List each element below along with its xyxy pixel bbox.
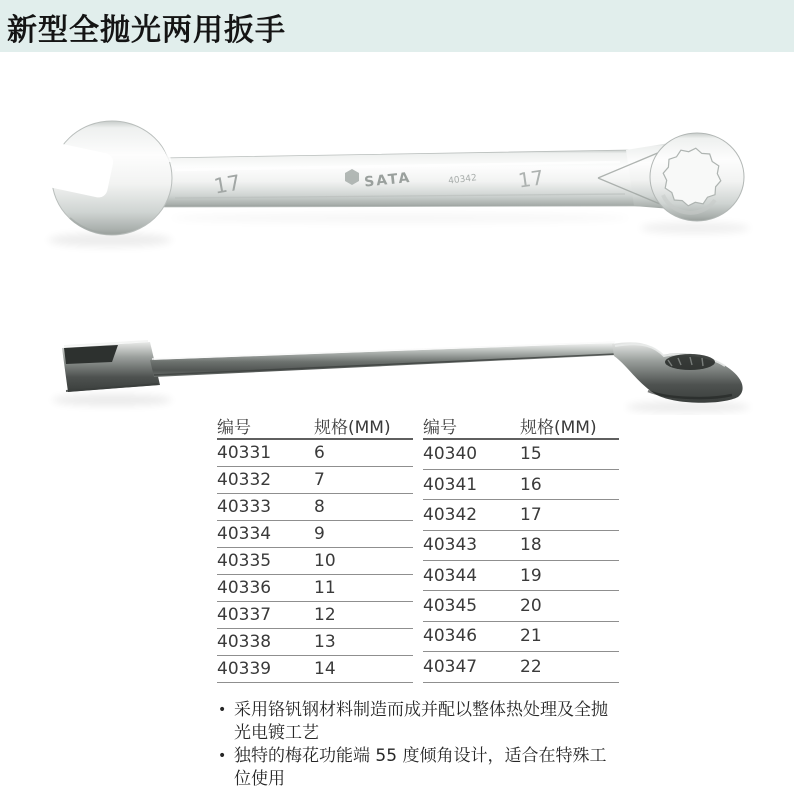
marking-size-right: 17	[516, 165, 546, 193]
table-cell: 21	[520, 621, 619, 651]
table-cell: 9	[314, 520, 413, 547]
table-cell: 22	[520, 652, 619, 682]
bullet-item: • 独特的梅花功能端 55 度倾角设计，适合在特殊工位使用	[217, 745, 611, 791]
table-cell: 40336	[217, 574, 314, 601]
wrench-side-ring-end	[612, 342, 743, 403]
table-row	[423, 469, 619, 499]
table-row	[217, 655, 413, 682]
table-row	[217, 493, 413, 520]
page-header-band	[0, 0, 794, 52]
table-cell: 40347	[423, 652, 520, 682]
table-cell: 40335	[217, 547, 314, 574]
table-cell: 40339	[217, 655, 314, 682]
wrench-side-image	[0, 315, 800, 415]
bullet-item: • 采用铬钒钢材料制造而成并配以整体热处理及全抛光电镀工艺	[217, 699, 611, 745]
table-row	[217, 547, 413, 574]
wrench-side-shaft	[150, 342, 618, 377]
table-row	[217, 574, 413, 601]
table-cell: 13	[314, 628, 413, 655]
col-header-size-mm: 规格(MM)	[520, 412, 619, 439]
table-cell: 40338	[217, 628, 314, 655]
table-cell: 40334	[217, 520, 314, 547]
table-row	[217, 601, 413, 628]
col-header-size-mm: 规格(MM)	[314, 412, 413, 439]
table-cell: 40331	[217, 439, 314, 466]
wrench-side-shadow	[52, 394, 750, 413]
table-cell: 40340	[423, 439, 520, 469]
table-cell: 17	[520, 500, 619, 530]
spec-table-left	[217, 412, 413, 683]
table-row	[217, 466, 413, 493]
table-cell: 40346	[423, 621, 520, 651]
table-header-row	[423, 412, 619, 439]
table-row	[423, 652, 619, 682]
table-cell: 40333	[217, 493, 314, 520]
table-row	[423, 500, 619, 530]
table-row	[423, 530, 619, 560]
table-row	[423, 621, 619, 651]
table-cell: 8	[314, 493, 413, 520]
table-cell: 19	[520, 561, 619, 591]
wrench-side-photo	[0, 315, 800, 415]
table-row	[423, 439, 619, 469]
spec-tables	[217, 412, 619, 683]
table-cell: 40332	[217, 466, 314, 493]
marking-size-left: 17	[212, 170, 243, 199]
page-title: 新型全抛光两用扳手	[7, 13, 286, 48]
table-cell: 10	[314, 547, 413, 574]
col-header-part-number: 编号	[217, 412, 314, 439]
marking-part-number: 40342	[447, 173, 478, 187]
table-cell: 15	[520, 439, 619, 469]
table-row	[217, 520, 413, 547]
table-cell: 18	[520, 530, 619, 560]
table-cell: 11	[314, 574, 413, 601]
bullet-list	[217, 699, 611, 791]
table-row	[423, 561, 619, 591]
table-cell: 40337	[217, 601, 314, 628]
table-cell: 20	[520, 591, 619, 621]
table-cell: 16	[520, 469, 619, 499]
table-cell: 40344	[423, 561, 520, 591]
table-cell: 7	[314, 466, 413, 493]
marking-brand: SATA	[363, 169, 413, 191]
table-cell: 14	[314, 655, 413, 682]
table-cell: 40345	[423, 591, 520, 621]
wrench-top-open-end	[6, 121, 172, 235]
feature-bullets	[217, 699, 617, 791]
wrench-top-photo	[0, 100, 800, 270]
wrench-top-image	[0, 100, 800, 270]
table-cell: 40343	[423, 530, 520, 560]
wrench-side-open-end	[62, 341, 160, 392]
table-cell: 6	[314, 439, 413, 466]
wrench-top-ring-end	[650, 133, 744, 221]
table-cell: 40341	[423, 469, 520, 499]
table-cell: 40342	[423, 500, 520, 530]
table-cell: 12	[314, 601, 413, 628]
table-header-row	[217, 412, 413, 439]
table-row	[423, 591, 619, 621]
table-row	[217, 439, 413, 466]
table-row	[217, 628, 413, 655]
col-header-part-number: 编号	[423, 412, 520, 439]
spec-table-right	[423, 412, 619, 683]
